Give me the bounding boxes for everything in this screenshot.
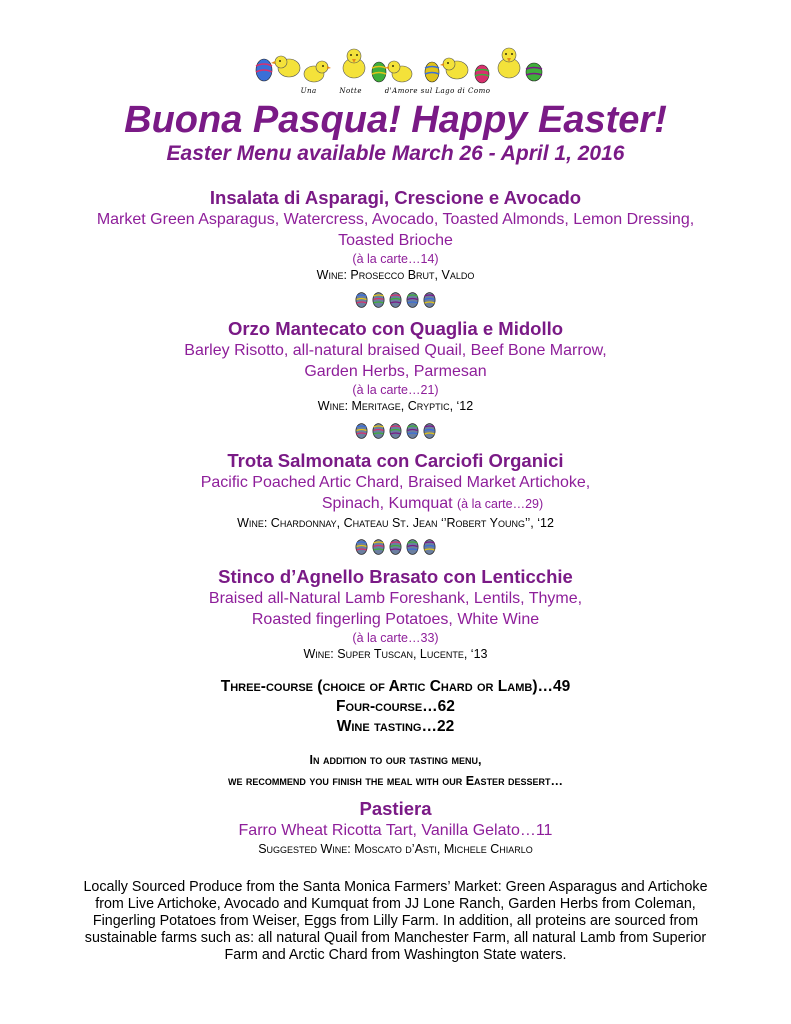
egg-separator <box>0 538 791 558</box>
dish-name: Orzo Mantecato con Quaglia e Midollo <box>227 318 564 339</box>
dish-trota <box>40 449 751 532</box>
easter-egg-icon <box>423 422 436 439</box>
dish-description-tail: Spinach, Kumquat <box>321 495 453 512</box>
easter-egg-icon <box>389 538 402 555</box>
dish-description: Pacific Poached Artic Chard, Braised Market Artichoke, <box>200 474 591 491</box>
dish-description: Barley Risotto, all-natural braised Quail, Beef Bone Marrow, <box>184 342 607 359</box>
easter-egg-icon <box>406 538 419 555</box>
wine-pairing: Wine: Prosecco Brut, Valdo <box>316 268 475 282</box>
easter-egg-icon <box>355 538 368 555</box>
easter-chicks-and-eggs-banner-icon <box>244 46 544 92</box>
sourcing-note <box>40 879 751 964</box>
tagline-word: Notte <box>339 87 362 95</box>
dish-description: Toasted Brioche <box>338 232 453 249</box>
easter-egg-icon <box>406 291 419 308</box>
dish-description: Braised all-Natural Lamb Foreshank, Lentils, Thyme, <box>208 590 583 607</box>
easter-egg-icon <box>423 291 436 308</box>
easter-egg-icon <box>423 538 436 555</box>
easter-egg-icon <box>406 422 419 439</box>
chick-icon <box>343 49 365 78</box>
easter-egg-icon <box>389 291 402 308</box>
chick-icon <box>271 56 300 77</box>
wine-pairing: Wine: Super Tuscan, Lucente, ‘13 <box>303 647 488 661</box>
dish-description <box>40 493 751 515</box>
egg-icon <box>475 65 489 83</box>
dish-description: Garden Herbs, Parmesan <box>304 363 487 380</box>
sourcing-line: Locally Sourced Produce from the Santa Monica Farmers’ Market: Green Asparagus and Artichoke <box>83 879 708 895</box>
dish-price: (à la carte…21) <box>352 383 439 397</box>
dish-price: (à la carte…33) <box>352 631 439 645</box>
egg-icon <box>256 59 272 81</box>
dessert-description: Farro Wheat Ricotta Tart, Vanilla Gelato…11 <box>238 822 553 839</box>
recommendation-line: In addition to our tasting menu, <box>309 753 482 767</box>
wine-pairing: Wine: Meritage, Cryptic, ‘12 <box>317 399 474 413</box>
dessert-recommendation <box>0 750 791 792</box>
dessert-name: Pastiera <box>359 798 432 819</box>
chick-icon <box>498 48 520 78</box>
three-course-price: Three-course (choice of Artic Chard or Lamb)…49 <box>220 678 571 695</box>
easter-egg-icon <box>355 291 368 308</box>
dish-description: Roasted fingerling Potatoes, White Wine <box>251 611 540 628</box>
egg-separator <box>0 291 791 311</box>
dish-name: Stinco d’Agnello Brasato con Lenticchie <box>218 566 573 587</box>
dish-insalata <box>40 186 751 284</box>
egg-icon <box>372 62 386 82</box>
tagline <box>0 87 791 95</box>
four-course-price: Four-course…62 <box>336 698 455 715</box>
egg-icon <box>526 63 542 81</box>
dessert-pastiera <box>0 797 791 858</box>
prix-fixe-pricing <box>0 677 791 737</box>
page-title: Buona Pasqua! Happy Easter! <box>124 99 667 141</box>
sourcing-line: sustainable farms such as: all natural Quail from Manchester Farm, all natural Lamb from Superior <box>84 930 707 946</box>
tagline-word: d'Amore sul Lago di Como <box>384 87 491 95</box>
dish-price: (à la carte…29) <box>457 497 544 511</box>
egg-icon <box>425 62 439 82</box>
easter-egg-icon <box>355 422 368 439</box>
dish-name: Trota Salmonata con Carciofi Organici <box>227 450 564 471</box>
easter-egg-icon <box>389 422 402 439</box>
easter-egg-icon <box>372 538 385 555</box>
dessert-wine: Suggested Wine: Moscato d’Asti, Michele Chiarlo <box>258 842 533 856</box>
page-subtitle: Easter Menu available March 26 - April 1, 2016 <box>166 142 625 165</box>
chick-icon <box>385 61 412 82</box>
easter-egg-icon <box>372 422 385 439</box>
sourcing-line: Farm and Arctic Chard from Washington State waters. <box>224 947 567 963</box>
egg-separator <box>0 422 791 442</box>
wine-pairing: Wine: Chardonnay, Chateau St. Jean ‘’Robert Young’’, ‘12 <box>237 516 554 530</box>
easter-egg-icon <box>372 291 385 308</box>
dish-orzo <box>40 317 751 415</box>
sourcing-line: Fingerling Potatoes from Weiser, Eggs from Lilly Farm. In addition, all proteins are sourced from <box>92 913 699 929</box>
dish-stinco <box>40 565 751 663</box>
chick-icon <box>304 61 331 82</box>
tagline-word: Una <box>300 87 317 95</box>
wine-tasting-price: Wine tasting…22 <box>336 718 455 735</box>
sourcing-line: from Live Artichoke, Avocado and Kumquat from JJ Lone Ranch, Garden Herbs from Coleman, <box>95 896 696 912</box>
dish-price: (à la carte…14) <box>352 252 439 266</box>
recommendation-line: we recommend you finish the meal with our Easter dessert… <box>227 774 564 788</box>
chick-icon <box>440 58 468 79</box>
dish-name: Insalata di Asparagi, Crescione e Avocado <box>209 187 582 208</box>
dish-description: Market Green Asparagus, Watercress, Avocado, Toasted Almonds, Lemon Dressing, <box>96 211 695 228</box>
